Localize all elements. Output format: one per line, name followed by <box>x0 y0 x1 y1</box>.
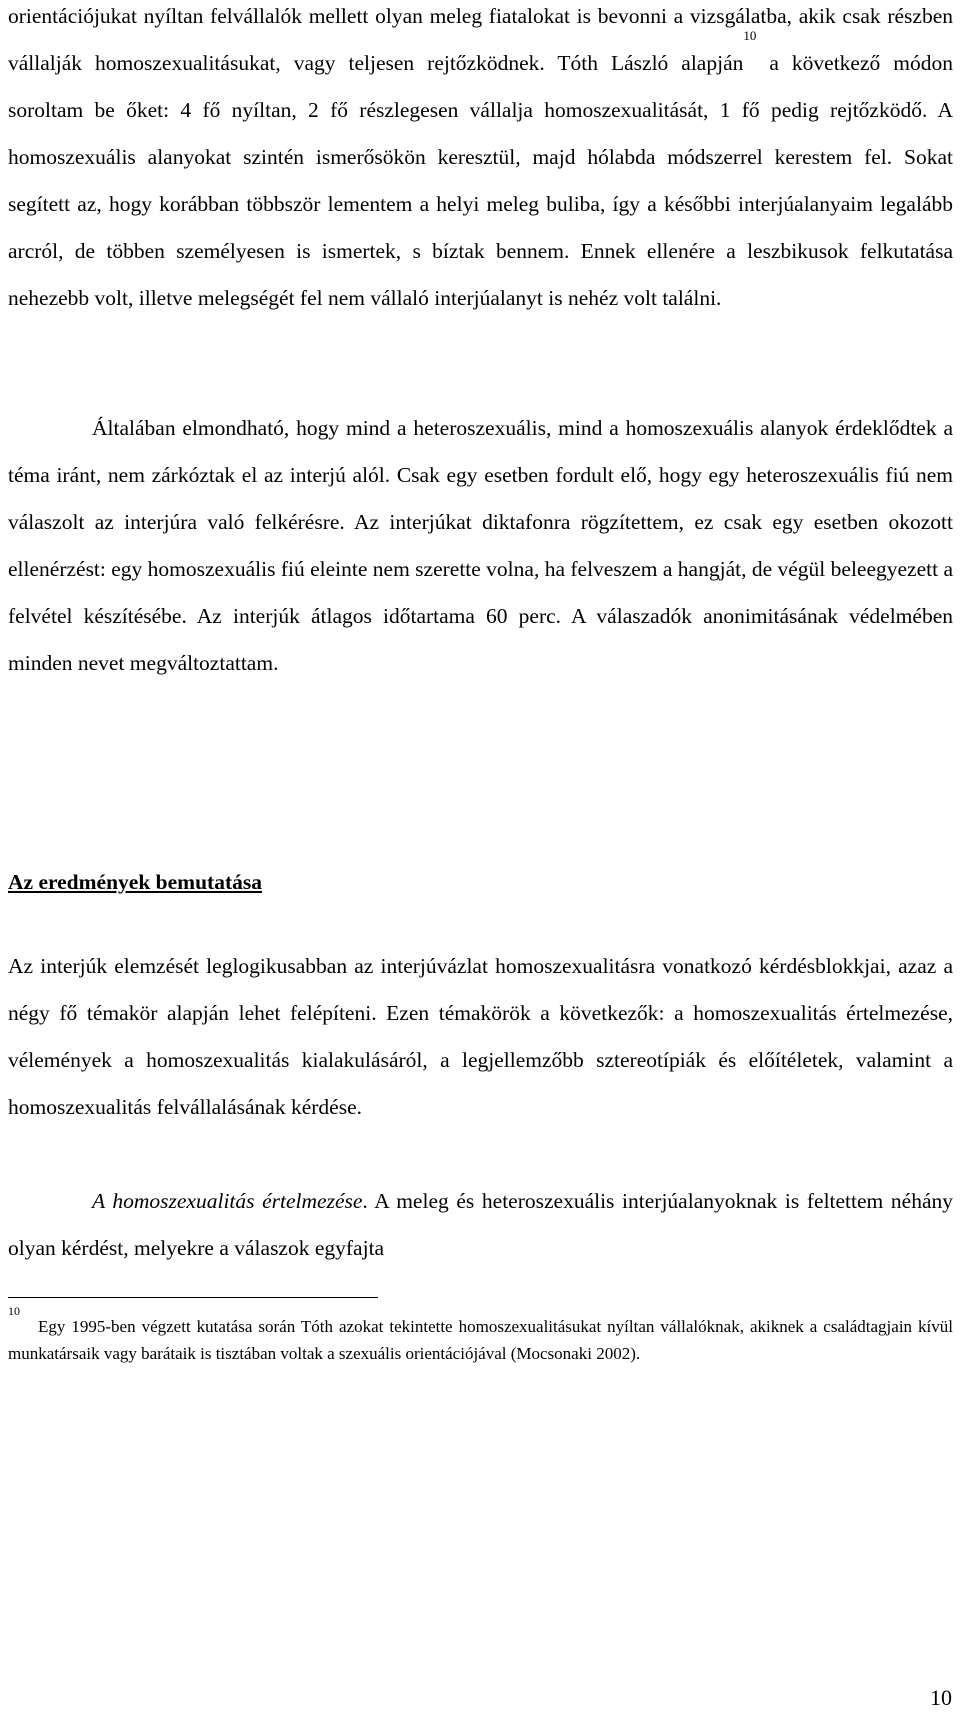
paragraph-interpretation-text: . A meleg és heteroszexuális interjúalanyoknak is feltettem néhány olyan kérdést, melyekre a válaszok egyfajta <box>8 1189 953 1260</box>
paragraph-analysis: Az interjúk elemzését leglogikusabban az interjúvázlat homoszexualitásra vonatkozó kérdésblokkjai, azaz a négy fő témakör alapján lehet felépíteni. Ezen témakörök a következők: a homoszexualitás értelmezése, vélemények a homoszexualitás kialakulásáról, a legjellemzőbb sztereotípiák és előítéletek, valamint a homoszexualitás felvállalásának kérdése. <box>8 954 953 1119</box>
section-heading: Az eredmények bemutatása <box>8 870 262 894</box>
paragraph-methodology-text-1: orientációjukat nyíltan felvállalók mellett olyan meleg fiatalokat is bevonni a vizsgálatba, akik csak részben vállalják homoszexualitásukat, vagy teljesen rejtőzködnek. Tóth László alapján <box>8 4 953 75</box>
paragraph-interpretation <box>8 1178 953 1272</box>
page-number: 10 <box>930 1685 952 1710</box>
footnote <box>8 1304 953 1367</box>
paragraph-methodology <box>8 0 953 322</box>
footnote-reference[interactable]: 10 <box>743 28 757 43</box>
footnote-text: Egy 1995-ben végzett kutatása során Tóth azokat tekintette homoszexualitásukat nyíltan vállalóknak, akiknek a családtagjain kívül munkatársaik vagy barátaik is tisztában voltak a szexuális orientációjával (Mocsonaki 2002). <box>8 1317 953 1363</box>
footnote-separator <box>8 1297 378 1298</box>
paragraph-methodology-text-2: a következő módon soroltam be őket: 4 fő nyíltan, 2 fő részlegesen vállalja homoszexualitását, 1 fő pedig rejtőzködő. A homoszexuális alanyokat szintén ismerősökön keresztül, majd hólabda módszerrel kerestem fel. Sokat segített az, hogy korábban többször lementem a helyi meleg buliba, így a későbbi interjúalanyaim legalább arcról, de többen személyesen is ismertek, s bíztak bennem. Ennek ellenére a leszbikusok felkutatása nehezebb volt, illetve melegségét fel nem vállaló interjúalanyt is nehéz volt találni. <box>8 51 953 310</box>
footnote-number: 10 <box>8 1304 20 1318</box>
paragraph-interviews: Általában elmondható, hogy mind a heteroszexuális, mind a homoszexuális alanyok érdeklődtek a téma iránt, nem zárkóztak el az interjú alól. Csak egy esetben fordult elő, hogy egy heteroszexuális fiú nem válaszolt az interjúra való felkérésre. Az interjúkat diktafonra rögzítettem, ez csak egy esetben okozott ellenérzést: egy homoszexuális fiú eleinte nem szerette volna, ha felveszem a hangját, de végül beleegyezett a felvétel készítésébe. Az interjúk átlagos időtartama 60 perc. A válaszadók anonimitásának védelmében minden nevet megváltoztattam. <box>8 416 953 675</box>
subsection-title: A homoszexualitás értelmezése <box>92 1189 363 1213</box>
